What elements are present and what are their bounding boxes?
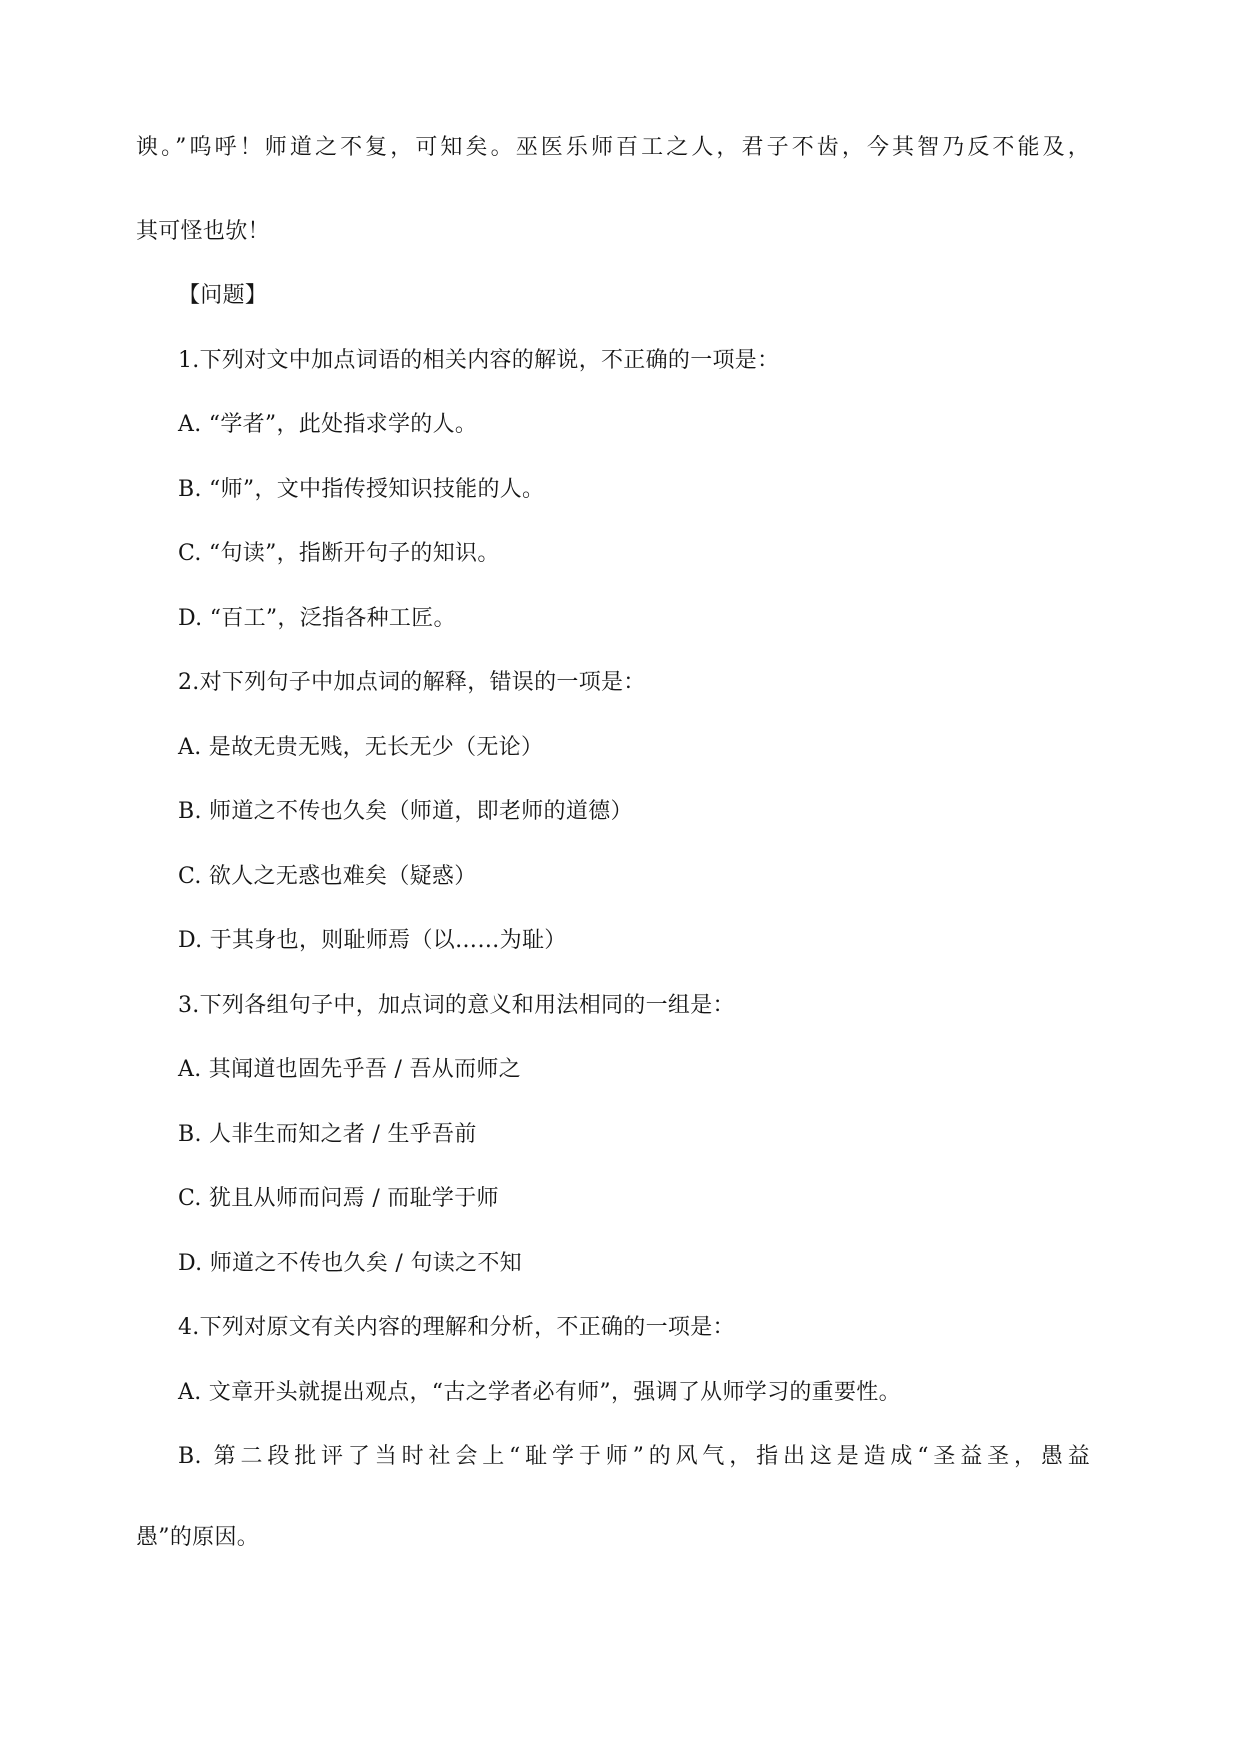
question-2-option-b: B. 师道之不传也久矣（师道，即老师的道德） — [178, 799, 633, 824]
question-1-option-d: D. “百工”，泛指各种工匠。 — [178, 606, 456, 631]
question-4-option-b-line-2: 愚”的原因。 — [136, 1525, 260, 1550]
question-3-option-d: D. 师道之不传也久矣 / 句读之不知 — [178, 1251, 522, 1276]
question-1-option-c: C. “句读”，指断开句子的知识。 — [178, 541, 500, 566]
question-3-option-c: C. 犹且从师而问焉 / 而耻学于师 — [178, 1186, 499, 1211]
question-4-option-b-line-1: B. 第二段批评了当时社会上“耻学于师”的风气，指出这是造成“圣益圣，愚益 — [178, 1444, 1090, 1469]
question-3-option-a: A. 其闻道也固先乎吾 / 吾从而师之 — [178, 1057, 521, 1082]
question-4-stem: 4.下列对原文有关内容的理解和分析，不正确的一项是： — [178, 1315, 735, 1340]
question-2-stem: 2.对下列句子中加点词的解释，错误的一项是： — [178, 670, 646, 695]
question-2-option-a: A. 是故无贵无贱，无长无少（无论） — [178, 735, 544, 760]
section-heading: 【问题】 — [178, 283, 268, 308]
question-4-option-a: A. 文章开头就提出观点，“古之学者必有师”，强调了从师学习的重要性。 — [178, 1380, 901, 1405]
question-3-stem: 3.下列各组句子中，加点词的意义和用法相同的一组是： — [178, 993, 735, 1018]
question-3-option-b: B. 人非生而知之者 / 生乎吾前 — [178, 1122, 477, 1147]
passage-line-2: 其可怪也欤！ — [136, 219, 270, 244]
question-1-option-b: B. “师”，文中指传授知识技能的人。 — [178, 477, 545, 502]
question-2-option-c: C. 欲人之无惑也难矣（疑惑） — [178, 864, 477, 889]
question-1-option-a: A. “学者”，此处指求学的人。 — [178, 412, 478, 437]
passage-line-1: 谀。”呜呼！师道之不复，可知矣。巫医乐师百工之人，君子不齿，今其智乃反不能及， — [136, 135, 1090, 160]
question-2-option-d: D. 于其身也，则耻师焉（以……为耻） — [178, 928, 567, 953]
question-1-stem: 1.下列对文中加点词语的相关内容的解说，不正确的一项是： — [178, 348, 780, 373]
